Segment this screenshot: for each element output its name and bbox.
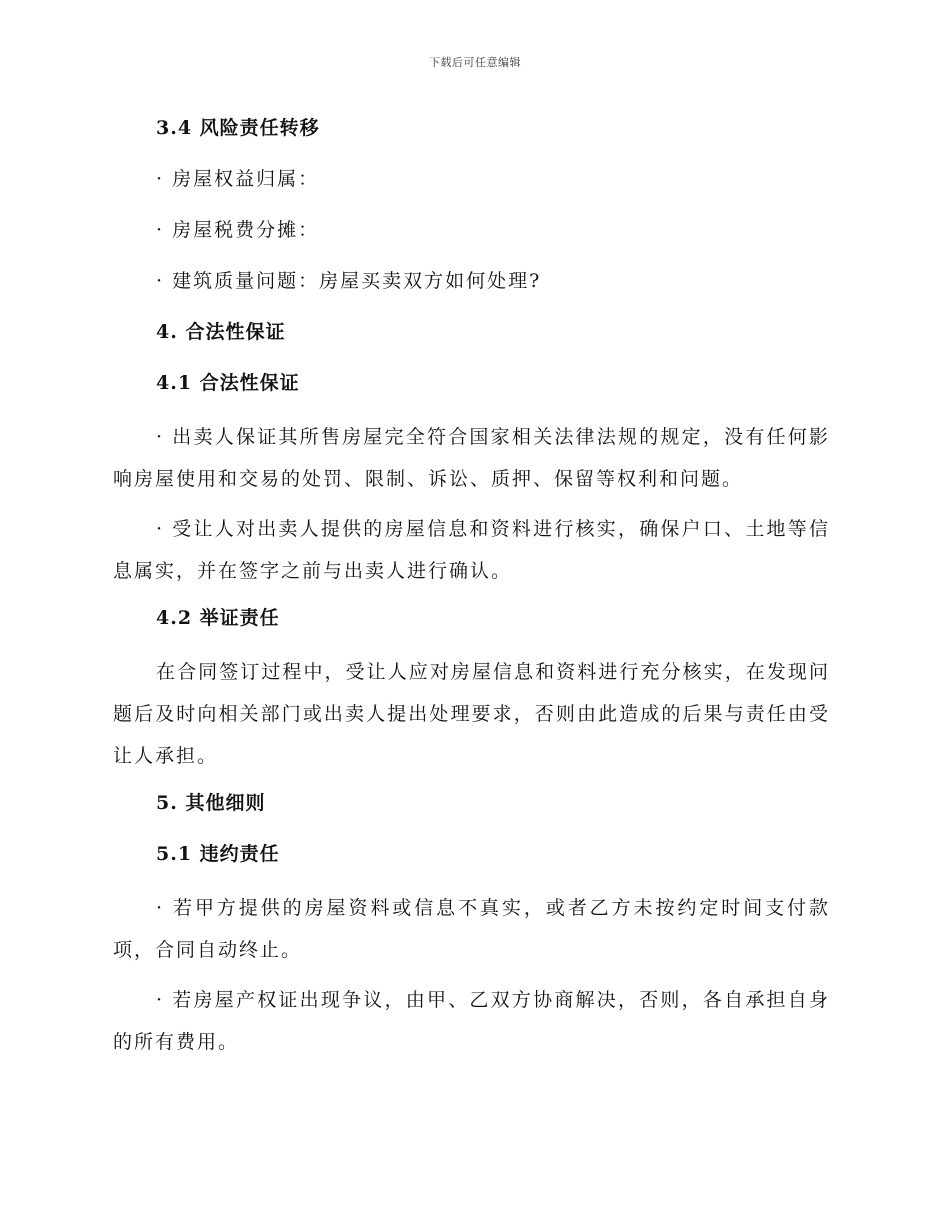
- section-3-4-item-ownership: · 房屋权益归属：: [156, 168, 320, 190]
- section-3-4-item-quality: · 建筑质量问题：房屋买卖双方如何处理?: [156, 270, 542, 292]
- section-4-2-text: 在合同签订过程中，受让人应对房屋信息和资料进行充分核实，在发现问题后及时向相关部门或出卖人提出处理要求，否则由此造成的后果与责任由受让人承担。: [113, 661, 830, 767]
- section-4-1-item-seller-guarantee: · 出卖人保证其所售房屋完全符合国家相关法律法规的规定，没有任何影响房屋使用和交易的处罚、限制、诉讼、质押、保留等权利和问题。: [113, 426, 830, 490]
- document-body: [113, 110, 830, 1071]
- section-5-1-heading: 5.1 违约责任: [156, 843, 280, 865]
- section-5-heading: 5. 其他细则: [156, 792, 266, 814]
- section-5-1-item-dispute: · 若房屋产权证出现争议，由甲、乙双方协商解决，否则，各自承担自身的所有费用。: [113, 989, 830, 1053]
- section-4-2-heading: 4.2 举证责任: [156, 607, 280, 629]
- section-4-heading: 4. 合法性保证: [156, 321, 286, 343]
- section-3-4-heading: 3.4 风险责任转移: [156, 117, 320, 139]
- section-3-4-item-taxes: · 房屋税费分摊：: [156, 219, 320, 241]
- section-4-1-heading: 4.1 合法性保证: [156, 372, 300, 394]
- section-5-1-item-termination: · 若甲方提供的房屋资料或信息不真实，或者乙方未按约定时间支付款项，合同自动终止。: [113, 897, 830, 961]
- page-header: 下载后可任意编辑: [429, 56, 521, 69]
- section-4-1-item-buyer-verify: · 受让人对出卖人提供的房屋信息和资料进行核实，确保户口、土地等信息属实，并在签字之前与出卖人进行确认。: [113, 518, 830, 582]
